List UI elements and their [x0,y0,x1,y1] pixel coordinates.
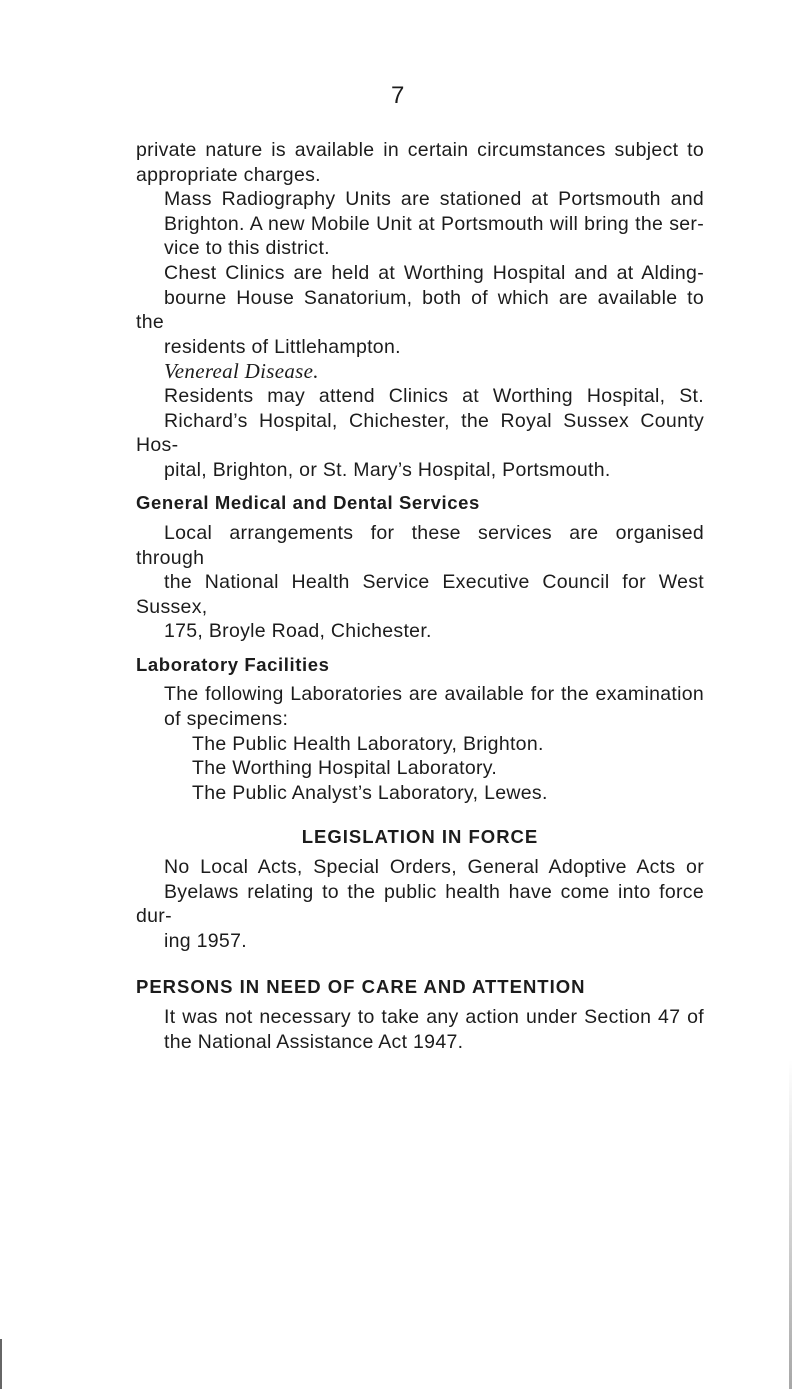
paragraph-general-services [136,521,704,644]
heading-general-medical-dental: General Medical and Dental Services [136,492,480,514]
text-line: of specimens: [164,708,289,731]
page-number: 7 [391,82,405,109]
text-line: the National Health Service Executive Council for West Sussex, [136,571,704,618]
text-line: bourne House Sanatorium, both of which are available to the [136,286,704,334]
text-line: No Local Acts, Special Orders, General Adoptive Acts or [164,856,704,879]
page-body [136,138,704,1054]
scan-edge-mark [0,1339,2,1389]
text-line: Mass Radiography Units are stationed at Portsmouth and [164,188,704,211]
text-line: private nature is available in certain circumstances subject to [136,139,704,161]
paragraph-persons-in-need [136,1005,704,1054]
text-line: Richard’s Hospital, Chichester, the Royal Sussex County Hos- [136,409,704,457]
text-line: Local arrangements for these services are organised through [136,521,704,569]
text-line: The following Laboratories are available for the examination [164,683,704,706]
subheading-venereal-disease: Venereal Disease. [164,359,319,384]
text-line: pital, Brighton, or St. Mary’s Hospital, Portsmouth. [164,458,611,481]
text-line: It was not necessary to take any action under Section 47 of [164,1006,704,1028]
list-item-laboratory: The Public Health Laboratory, Brighton. [192,732,544,755]
paragraph-mass-radiography [136,187,704,261]
paragraph-laboratory-intro [136,682,704,731]
scan-edge-shadow [789,1059,792,1389]
paragraph-tb-continuation [136,138,704,187]
text-line: Chest Clinics are held at Worthing Hospital and at Alding- [164,261,704,284]
text-line: residents of Littlehampton. [164,335,401,358]
heading-persons-in-need: PERSONS IN NEED OF CARE AND ATTENTION [136,976,586,998]
text-line: ing 1957. [164,929,247,952]
paragraph-venereal-disease [136,384,704,482]
text-line: vice to this district. [164,237,330,260]
text-line: Byelaws relating to the public health have come into force dur- [136,880,704,928]
paragraph-chest-clinics [136,261,704,359]
heading-legislation-in-force: LEGISLATION IN FORCE [301,826,539,848]
heading-laboratory-facilities: Laboratory Facilities [136,653,330,675]
text-line: the National Assistance Act 1947. [164,1030,464,1053]
text-line: appropriate charges. [136,163,321,186]
text-line: Brighton. A new Mobile Unit at Portsmouth will bring the ser- [164,212,704,235]
list-item-laboratory: The Worthing Hospital Laboratory. [192,757,498,780]
list-item-laboratory: The Public Analyst’s Laboratory, Lewes. [192,781,548,804]
text-line: Residents may attend Clinics at Worthing Hospital, St. [164,384,704,407]
paragraph-legislation [136,855,704,953]
text-line: 175, Broyle Road, Chichester. [164,620,432,643]
